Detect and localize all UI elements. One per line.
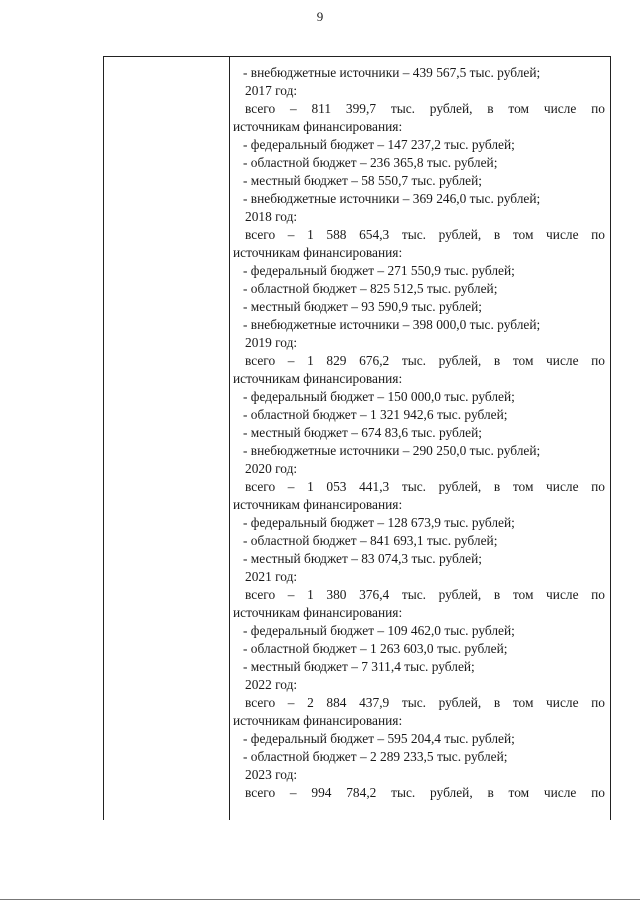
funding-line: - областной бюджет – 841 693,1 тыс. рублей; [243,533,498,548]
year-heading: 2017 год: [245,83,298,98]
total-line: всего – 994 784,2 тыс. рублей, в том числе по [245,785,605,800]
total-line: всего – 1 588 654,3 тыс. рублей, в том числе по [245,227,605,242]
funding-line: - федеральный бюджет – 147 237,2 тыс. рублей; [243,137,515,152]
funding-line: - федеральный бюджет – 109 462,0 тыс. рублей; [243,623,515,638]
funding-line: - областной бюджет – 1 321 942,6 тыс. рублей; [243,407,508,422]
funding-line: - внебюджетные источники – 439 567,5 тыс. рублей; [243,65,541,80]
funding-line: - местный бюджет – 83 074,3 тыс. рублей; [243,551,482,566]
funding-line: - внебюджетные источники – 398 000,0 тыс. рублей; [243,317,541,332]
funding-line: - областной бюджет – 1 263 603,0 тыс. рублей; [243,641,508,656]
funding-line: - федеральный бюджет – 150 000,0 тыс. рублей; [243,389,515,404]
total-line: всего – 1 053 441,3 тыс. рублей, в том числе по [245,479,605,494]
funding-line: - местный бюджет – 58 550,7 тыс. рублей; [243,173,482,188]
year-heading: 2018 год: [245,209,298,224]
column-divider [229,57,230,820]
funding-line: - федеральный бюджет – 595 204,4 тыс. рублей; [243,731,515,746]
funding-sources-label: источникам финансирования: [233,245,403,260]
total-line: всего – 811 399,7 тыс. рублей, в том числе по [245,101,605,116]
page-number: 9 [316,9,324,24]
year-heading: 2020 год: [245,461,298,476]
funding-sources-label: источникам финансирования: [233,371,403,386]
funding-line: - внебюджетные источники – 290 250,0 тыс. рублей; [243,443,541,458]
funding-sources-label: источникам финансирования: [233,605,403,620]
funding-line: - федеральный бюджет – 271 550,9 тыс. рублей; [243,263,515,278]
total-line: всего – 1 380 376,4 тыс. рублей, в том числе по [245,587,605,602]
funding-line: - областной бюджет – 236 365,8 тыс. рублей; [243,155,498,170]
funding-line: - внебюджетные источники – 369 246,0 тыс. рублей; [243,191,541,206]
funding-sources-label: источникам финансирования: [233,497,403,512]
funding-line: - федеральный бюджет – 128 673,9 тыс. рублей; [243,515,515,530]
funding-sources-label: источникам финансирования: [233,713,403,728]
funding-line: - областной бюджет – 825 512,5 тыс. рублей; [243,281,498,296]
funding-table [103,56,611,820]
funding-line: - местный бюджет – 93 590,9 тыс. рублей; [243,299,482,314]
total-line: всего – 1 829 676,2 тыс. рублей, в том числе по [245,353,605,368]
total-line: всего – 2 884 437,9 тыс. рублей, в том числе по [245,695,605,710]
year-heading: 2023 год: [245,767,298,782]
funding-line: - местный бюджет – 7 311,4 тыс. рублей; [243,659,475,674]
funding-line: - местный бюджет – 674 83,6 тыс. рублей; [243,425,482,440]
year-heading: 2022 год: [245,677,298,692]
funding-cell [233,64,605,802]
year-heading: 2021 год: [245,569,298,584]
funding-line: - областной бюджет – 2 289 233,5 тыс. рублей; [243,749,508,764]
funding-sources-label: источникам финансирования: [233,119,403,134]
footer-rule [0,899,640,900]
year-heading: 2019 год: [245,335,298,350]
